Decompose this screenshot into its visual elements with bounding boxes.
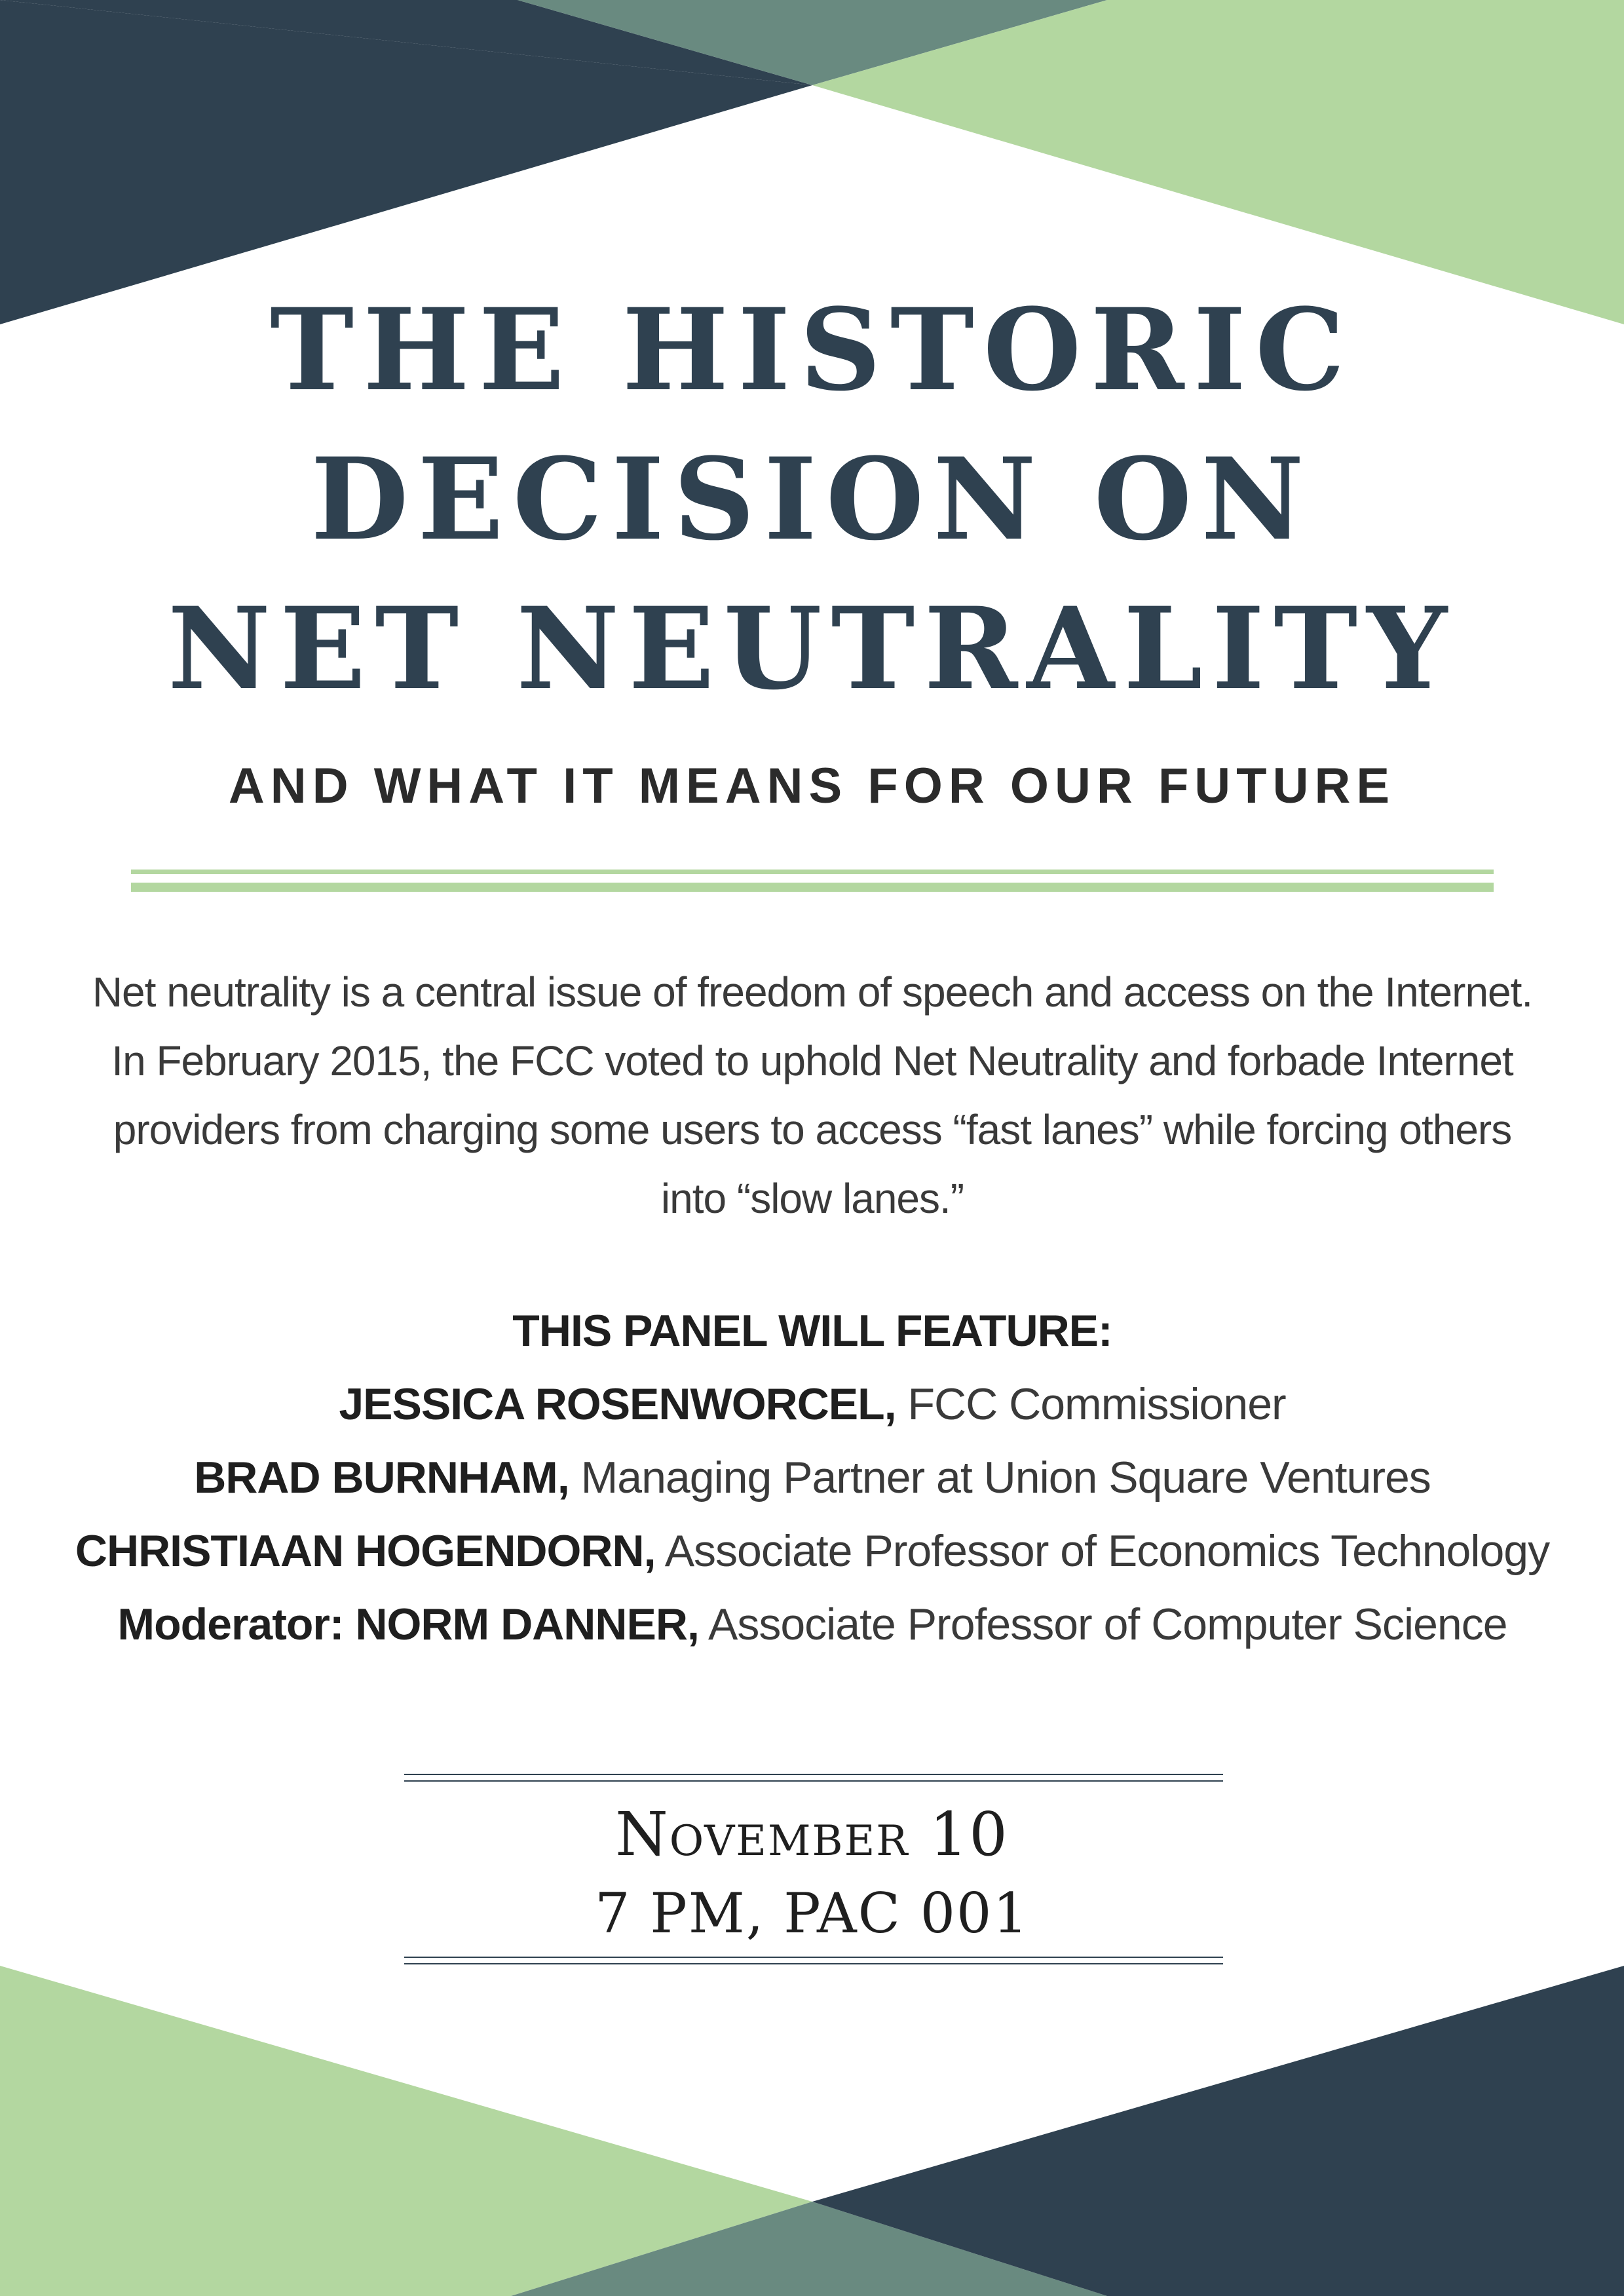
speaker-role: Managing Partner at Union Square Ventures	[569, 1453, 1431, 1502]
speaker-row	[39, 1368, 1585, 1441]
moderator-row	[39, 1588, 1585, 1661]
speaker-name: JESSICA ROSENWORCEL,	[339, 1379, 896, 1429]
event-top-rule	[404, 1774, 1223, 1775]
title-line-2: DECISION ON	[311, 432, 1313, 565]
event-time-location: 7 PM, PAC 001	[595, 1881, 1029, 1945]
description-line: In February 2015, the FCC voted to uphold Net Neutrality and forbade Internet	[111, 1037, 1513, 1084]
description-paragraph	[59, 958, 1566, 1233]
poster-subtitle: AND WHAT IT MEANS FOR OUR FUTURE	[228, 758, 1396, 814]
panel-section	[39, 1294, 1585, 1661]
event-bottom-rule	[404, 1957, 1223, 1958]
event-date: November 10	[615, 1799, 1009, 1869]
bottom-geometric-decoration	[0, 1959, 1624, 2296]
title-line-1: THE HISTORIC	[270, 283, 1354, 416]
event-top-rule	[404, 1780, 1223, 1782]
description-line: into “slow lanes.”	[660, 1175, 964, 1222]
speaker-name: BRAD BURNHAM,	[194, 1453, 569, 1502]
speaker-row	[39, 1514, 1585, 1588]
poster-title	[0, 275, 1624, 723]
speaker-row	[39, 1441, 1585, 1514]
green-divider-thick	[131, 883, 1494, 892]
green-divider-thin	[131, 870, 1494, 874]
panel-heading: THIS PANEL WILL FEATURE:	[512, 1306, 1112, 1356]
speaker-role: Associate Professor of Economics Technology	[655, 1526, 1550, 1576]
panel-heading-row	[39, 1294, 1585, 1368]
moderator-name: Moderator: NORM DANNER,	[117, 1599, 699, 1649]
speaker-name: CHRISTIAAN HOGENDORN,	[75, 1526, 656, 1576]
speaker-role: FCC Commissioner	[896, 1379, 1286, 1429]
description-line: Net neutrality is a central issue of freedom of speech and access on the Internet.	[92, 968, 1533, 1016]
description-line: providers from charging some users to access “fast lanes” while forcing others	[113, 1106, 1512, 1153]
moderator-role: Associate Professor of Computer Science	[698, 1599, 1507, 1649]
title-line-3: NET NEUTRALITY	[167, 582, 1457, 715]
